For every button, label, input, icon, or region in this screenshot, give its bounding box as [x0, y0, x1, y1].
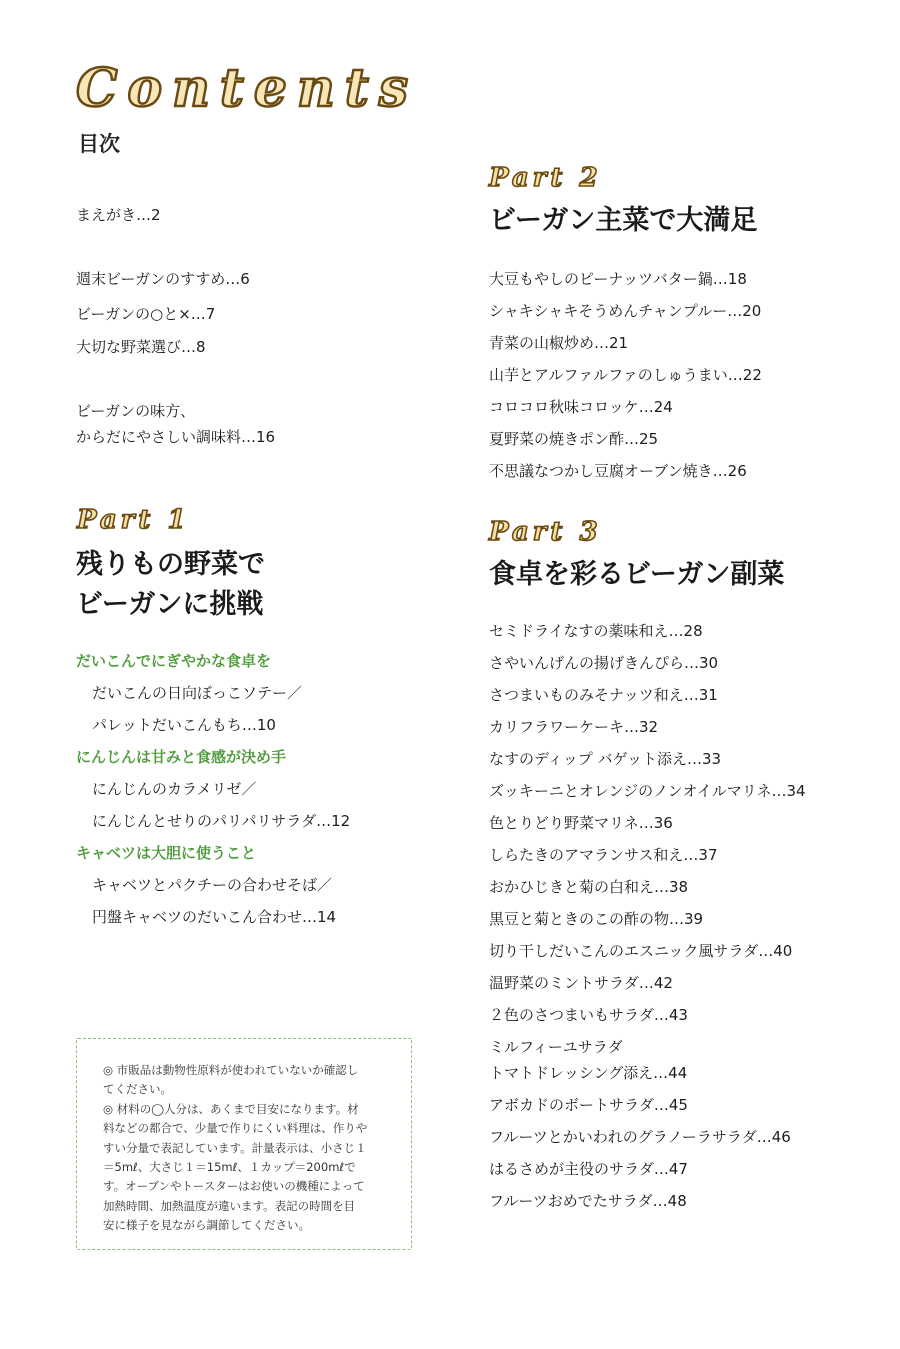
- part1-title-line1: 残りもの野菜で: [76, 549, 265, 580]
- note-line: 料などの都合で、少量で作りにくい料理は、作りや: [103, 1121, 368, 1136]
- contents-subtitle: 目次: [78, 132, 120, 156]
- toc-item-vegetable-choice: 大切な野菜選び…8: [76, 338, 206, 356]
- contents-title: Contents: [76, 58, 419, 119]
- note-line: 安に様子を見ながら調節してください。: [103, 1218, 310, 1233]
- part1-item: キャベツとパクチーの合わせそば／: [92, 876, 333, 894]
- note-line: すい分量で表記しています。計量表示は、小さじ１: [103, 1140, 367, 1155]
- part3-item: さつまいものみそナッツ和え…31: [489, 686, 718, 704]
- part1-section-heading: だいこんでにぎやかな食卓を: [76, 652, 272, 670]
- part1-label: Part 1: [77, 505, 190, 535]
- part2-item: シャキシャキそうめんチャンプルー…20: [489, 302, 762, 320]
- part3-item: 切り干しだいこんのエスニック風サラダ…40: [489, 942, 793, 960]
- part3-label: Part 3: [489, 517, 602, 547]
- notes-box: [76, 1038, 412, 1250]
- part2-item: 大豆もやしのピーナッツバター鍋…18: [489, 270, 747, 288]
- note-line: ◎ 市販品は動物性原料が使われていないか確認し: [103, 1063, 359, 1077]
- part1-item: パレットだいこんもち…10: [92, 716, 276, 734]
- part3-item: カリフラワーケーキ…32: [489, 718, 659, 736]
- part3-item: セミドライなすの薬味和え…28: [489, 622, 703, 640]
- part2-item: コロコロ秋味コロッケ…24: [489, 398, 673, 416]
- toc-item-vegan-dos-donts: ビーガンの○と×…7: [76, 305, 216, 323]
- part3-item: 黒豆と菊ときのこの酢の物…39: [489, 910, 704, 928]
- part1-item: にんじんのカラメリゼ／: [92, 780, 257, 798]
- note-line: 加熱時間、加熱温度が違います。表記の時間を目: [103, 1198, 356, 1213]
- toc-item-weekend-vegan: 週末ビーガンのすすめ…6: [76, 270, 250, 288]
- part1-item: にんじんとせりのパリパリサラダ…12: [92, 812, 351, 830]
- part2-item: 山芋とアルファルファのしゅうまい…22: [489, 366, 762, 384]
- note-line: ◎ 材料の◯人分は、あくまで目安になります。材: [103, 1101, 359, 1116]
- part3-item: フルーツおめでたサラダ…48: [489, 1192, 687, 1210]
- part1-section-heading: キャベツは大胆に使うこと: [76, 844, 257, 862]
- part2-label: Part 2: [489, 163, 602, 193]
- part1-title-line2: ビーガンに挑戦: [76, 589, 264, 620]
- part3-item: フルーツとかいわれのグラノーラサラダ…46: [489, 1128, 791, 1146]
- part3-item: トマトドレッシング添え…44: [489, 1064, 688, 1082]
- part1-item: 円盤キャベツのだいこん合わせ…14: [92, 908, 337, 926]
- note-line: てください。: [103, 1082, 172, 1097]
- note-line: す。オーブンやトースターはお使いの機種によって: [103, 1179, 365, 1194]
- part3-item: ズッキーニとオレンジのノンオイルマリネ…34: [489, 782, 806, 800]
- part3-item: さやいんげんの揚げきんぴら…30: [489, 654, 719, 672]
- part2-item: 夏野菜の焼きポン酢…25: [489, 430, 659, 448]
- part3-item: おかひじきと菊の白和え…38: [489, 878, 689, 896]
- part3-item: ミルフィーユサラダ: [489, 1038, 623, 1056]
- part3-item: アボカドのボートサラダ…45: [489, 1096, 688, 1114]
- part1-item: だいこんの日向ぼっこソテー／: [92, 684, 303, 702]
- toc-item-seasonings-line2: からだにやさしい調味料…16: [76, 428, 276, 446]
- part3-item: しらたきのアマランサス和え…37: [489, 846, 718, 864]
- part3-item: はるさめが主役のサラダ…47: [489, 1160, 688, 1178]
- part2-item: 青菜の山椒炒め…21: [489, 334, 629, 352]
- part3-item: 温野菜のミントサラダ…42: [489, 974, 673, 992]
- toc-item-maegaki: まえがき…2: [76, 206, 161, 224]
- part1-section-heading: にんじんは甘みと食感が決め手: [76, 748, 287, 766]
- part3-item: なすのディップ バゲット添え…33: [489, 750, 722, 768]
- part3-item: ２色のさつまいもサラダ…43: [489, 1006, 688, 1024]
- part3-title: 食卓を彩るビーガン副菜: [489, 559, 785, 590]
- part2-item: 不思議なつかし豆腐オーブン焼き…26: [489, 462, 747, 480]
- note-line: ＝5mℓ、大さじ１＝15mℓ、１カップ＝200mℓで: [103, 1160, 356, 1175]
- toc-item-seasonings-line1: ビーガンの味方、: [76, 402, 196, 420]
- part3-item: 色とりどり野菜マリネ…36: [489, 814, 673, 832]
- part2-title: ビーガン主菜で大満足: [489, 205, 758, 236]
